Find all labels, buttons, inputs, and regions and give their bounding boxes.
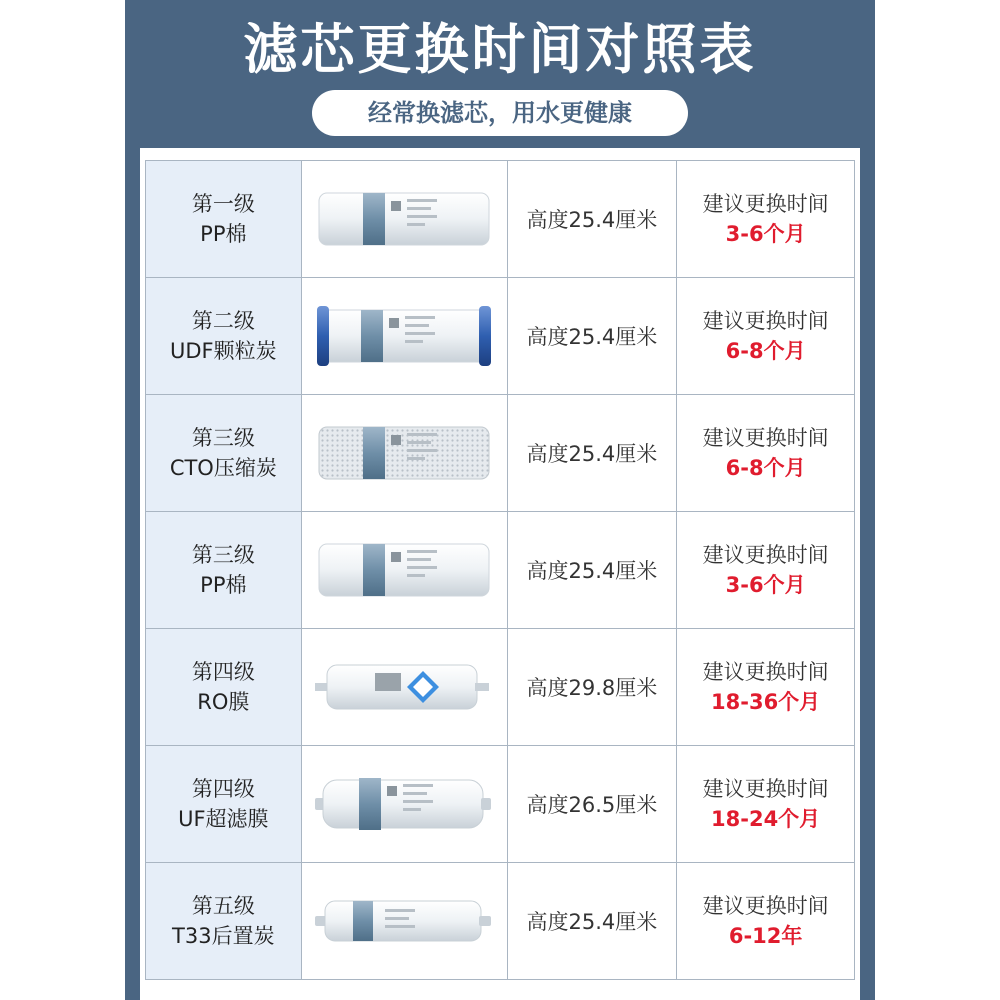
replacement-cell [677,746,855,863]
replacement-cell [677,629,855,746]
replacement-interval: 18-24个月 [711,807,821,831]
replacement-label: 建议更换时间 [702,777,829,801]
filter-table [145,160,855,980]
height-value: 高度25.4厘米 [526,325,658,349]
size-cell [507,395,677,512]
cartridge-image-cell [301,629,507,746]
size-cell [507,278,677,395]
replacement-interval: 3-6个月 [725,573,806,597]
filter-name: PP棉 [200,573,247,597]
stage-level: 第三级 [191,543,255,567]
table-row [146,863,855,980]
t33-post-carbon-cartridge-icon [315,881,493,961]
stage-cell [146,278,302,395]
cartridge-image-cell [301,161,507,278]
table-row [146,629,855,746]
table-row [146,161,855,278]
stage-cell [146,629,302,746]
uf-membrane-cartridge-icon [315,764,493,844]
size-cell [507,863,677,980]
udf-granular-carbon-cartridge-icon [315,296,493,376]
pp-cotton-cartridge-icon [315,530,493,610]
filter-name: UF超滤膜 [178,807,269,831]
stage-level: 第三级 [191,426,255,450]
replacement-interval: 6-8个月 [725,456,806,480]
replacement-interval: 6-12年 [728,924,803,948]
filter-name: RO膜 [197,690,250,714]
height-value: 高度29.8厘米 [526,676,658,700]
height-value: 高度25.4厘米 [526,910,658,934]
page-title: 滤芯更换时间对照表 [243,18,757,81]
cartridge-image-cell [301,863,507,980]
height-value: 高度25.4厘米 [526,559,658,583]
table-panel [140,148,860,1000]
table-row [146,395,855,512]
cartridge-image-cell [301,746,507,863]
height-value: 高度25.4厘米 [526,442,658,466]
replacement-interval: 3-6个月 [725,222,806,246]
stage-cell [146,161,302,278]
height-value: 高度25.4厘米 [526,208,658,232]
table-row [146,512,855,629]
height-value: 高度26.5厘米 [526,793,658,817]
page-frame [125,0,875,1000]
replacement-label: 建议更换时间 [702,309,829,333]
stage-level: 第四级 [191,660,255,684]
replacement-label: 建议更换时间 [702,660,829,684]
replacement-cell [677,863,855,980]
replacement-cell [677,395,855,512]
cartridge-image-cell [301,512,507,629]
stage-level: 第五级 [191,894,255,918]
replacement-cell [677,512,855,629]
replacement-label: 建议更换时间 [702,894,829,918]
replacement-cell [677,161,855,278]
pp-cotton-cartridge-icon [315,179,493,259]
stage-cell [146,863,302,980]
stage-level: 第二级 [191,309,255,333]
table-row [146,278,855,395]
filter-name: T33后置炭 [172,924,275,948]
stage-level: 第四级 [191,777,255,801]
replacement-label: 建议更换时间 [702,543,829,567]
replacement-label: 建议更换时间 [702,426,829,450]
size-cell [507,161,677,278]
subtitle-pill: 经常换滤芯，用水更健康 [312,90,688,136]
stage-cell [146,746,302,863]
stage-level: 第一级 [191,192,255,216]
cartridge-image-cell [301,395,507,512]
replacement-label: 建议更换时间 [702,192,829,216]
filter-name: PP棉 [200,222,247,246]
replacement-interval: 18-36个月 [711,690,821,714]
filter-name: UDF颗粒炭 [170,339,277,363]
table-row [146,746,855,863]
filter-name: CTO压缩炭 [169,456,277,480]
stage-cell [146,395,302,512]
replacement-interval: 6-8个月 [725,339,806,363]
replacement-cell [677,278,855,395]
size-cell [507,512,677,629]
stage-cell [146,512,302,629]
cto-compressed-carbon-cartridge-icon [315,413,493,493]
cartridge-image-cell [301,278,507,395]
ro-membrane-cartridge-icon [315,647,493,727]
size-cell [507,629,677,746]
size-cell [507,746,677,863]
